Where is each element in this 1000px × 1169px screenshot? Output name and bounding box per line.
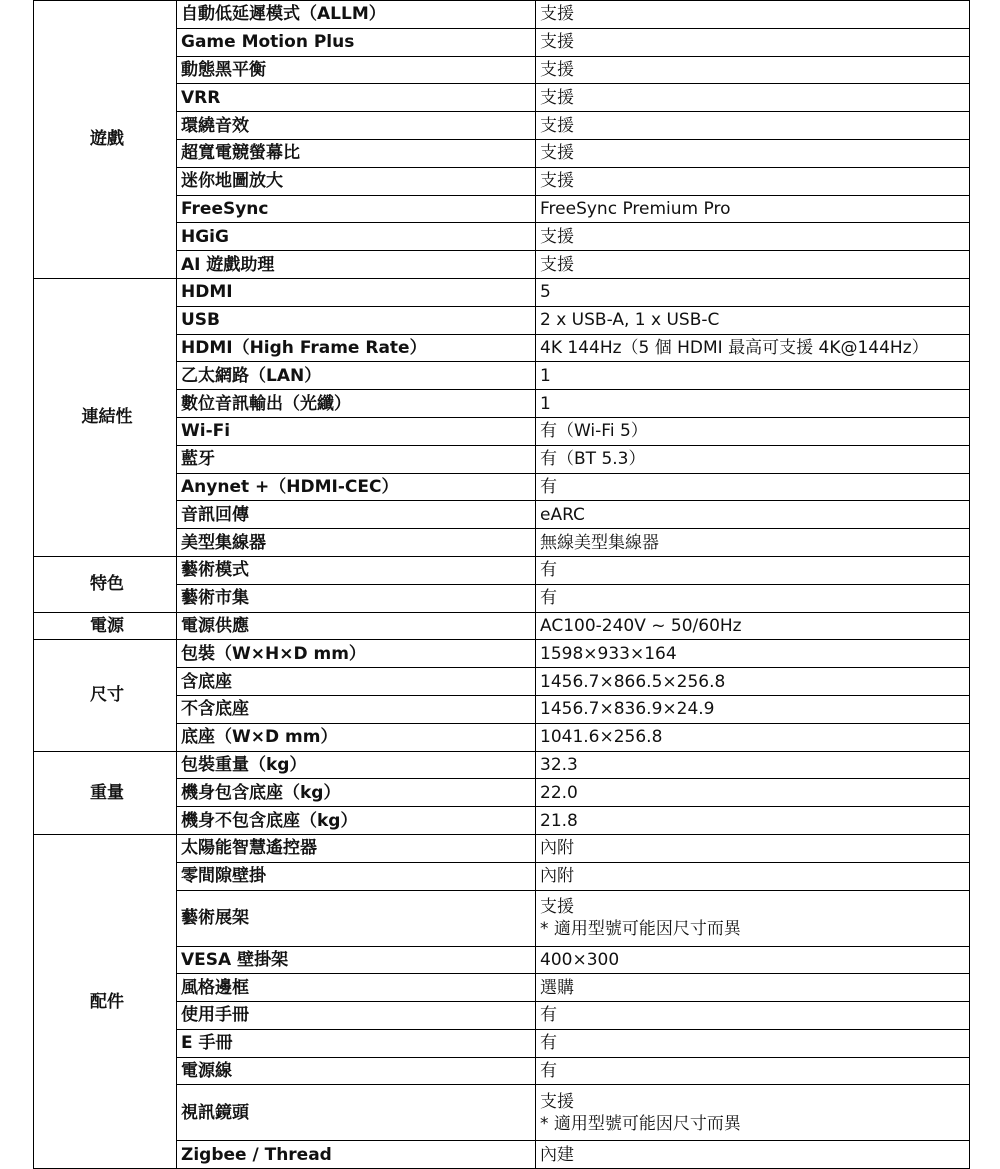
value-cell: eARC: [536, 501, 970, 529]
value-cell: 有: [536, 584, 970, 612]
feature-cell: 電源供應: [177, 612, 536, 640]
feature-cell: 使用手冊: [177, 1002, 536, 1030]
feature-cell: VESA 壁掛架: [177, 946, 536, 974]
value-cell: 22.0: [536, 779, 970, 807]
feature-cell: 零間隙壁掛: [177, 862, 536, 890]
value-cell: 內建: [536, 1141, 970, 1169]
value-cell: [536, 890, 970, 946]
feature-cell: HGiG: [177, 223, 536, 251]
value-cell: 有: [536, 556, 970, 584]
value-cell: 支援: [536, 28, 970, 56]
value-note: * 適用型號可能因尺寸而異: [540, 919, 741, 939]
value-cell: 無線美型集線器: [536, 529, 970, 557]
value-cell: 1598×933×164: [536, 640, 970, 668]
category-cell: 配件: [34, 834, 177, 1168]
feature-cell: FreeSync: [177, 195, 536, 223]
feature-cell: 風格邊框: [177, 974, 536, 1002]
value-cell: 內附: [536, 862, 970, 890]
value-cell: AC100-240V ~ 50/60Hz: [536, 612, 970, 640]
spec-row: [34, 640, 970, 668]
value-cell: 32.3: [536, 751, 970, 779]
feature-cell: 環繞音效: [177, 112, 536, 140]
spec-table-body: [34, 1, 970, 1169]
feature-cell: Zigbee / Thread: [177, 1141, 536, 1169]
spec-row: [34, 751, 970, 779]
feature-cell: Wi-Fi: [177, 417, 536, 445]
value-cell: 有: [536, 1029, 970, 1057]
feature-cell: 迷你地圖放大: [177, 167, 536, 195]
feature-cell: 藝術市集: [177, 584, 536, 612]
feature-cell: 超寬電競螢幕比: [177, 139, 536, 167]
value-cell: [536, 1085, 970, 1141]
feature-cell: 美型集線器: [177, 529, 536, 557]
feature-cell: 不含底座: [177, 695, 536, 723]
value-cell: 支援: [536, 167, 970, 195]
value-cell: 有: [536, 1057, 970, 1085]
value-cell: 內附: [536, 834, 970, 862]
feature-cell: 包裝重量（kg）: [177, 751, 536, 779]
feature-cell: 包裝（W×H×D mm）: [177, 640, 536, 668]
feature-cell: 含底座: [177, 668, 536, 696]
feature-cell: 音訊回傳: [177, 501, 536, 529]
value-cell: 4K 144Hz（5 個 HDMI 最高可支援 4K@144Hz）: [536, 334, 970, 362]
feature-cell: 動態黑平衡: [177, 56, 536, 84]
feature-cell: USB: [177, 306, 536, 334]
category-cell: 連結性: [34, 278, 177, 556]
category-cell: 特色: [34, 556, 177, 612]
value-cell: 支援: [536, 1, 970, 29]
value-cell: 有（Wi-Fi 5）: [536, 417, 970, 445]
spec-row: [34, 612, 970, 640]
value-cell: 2 x USB-A, 1 x USB-C: [536, 306, 970, 334]
spec-row: [34, 1, 970, 29]
feature-cell: Game Motion Plus: [177, 28, 536, 56]
feature-cell: 機身不包含底座（kg）: [177, 807, 536, 835]
value-cell: 選購: [536, 974, 970, 1002]
feature-cell: 視訊鏡頭: [177, 1085, 536, 1141]
value-cell: 支援: [536, 223, 970, 251]
spec-table: [33, 0, 970, 1169]
value-text: 支援: [540, 1091, 574, 1112]
feature-cell: HDMI: [177, 278, 536, 306]
value-cell: 支援: [536, 112, 970, 140]
category-cell: 電源: [34, 612, 177, 640]
value-cell: 400×300: [536, 946, 970, 974]
value-cell: 5: [536, 278, 970, 306]
value-cell: 21.8: [536, 807, 970, 835]
category-cell: 尺寸: [34, 640, 177, 751]
category-cell: 遊戲: [34, 1, 177, 279]
value-note: * 適用型號可能因尺寸而異: [540, 1113, 741, 1134]
value-cell: 1456.7×836.9×24.9: [536, 695, 970, 723]
value-cell: 有: [536, 1002, 970, 1030]
value-cell: 1456.7×866.5×256.8: [536, 668, 970, 696]
value-cell: 1: [536, 362, 970, 390]
feature-cell: 藝術展架: [177, 890, 536, 946]
spec-row: [34, 556, 970, 584]
feature-cell: 藝術模式: [177, 556, 536, 584]
value-cell: 有: [536, 473, 970, 501]
feature-cell: 藍牙: [177, 445, 536, 473]
value-cell: 1: [536, 390, 970, 418]
value-cell: 支援: [536, 139, 970, 167]
value-cell: 支援: [536, 251, 970, 279]
category-cell: 重量: [34, 751, 177, 834]
feature-cell: AI 遊戲助理: [177, 251, 536, 279]
feature-cell: 機身包含底座（kg）: [177, 779, 536, 807]
value-cell: 支援: [536, 84, 970, 112]
feature-cell: 自動低延遲模式（ALLM）: [177, 1, 536, 29]
feature-cell: VRR: [177, 84, 536, 112]
feature-cell: 數位音訊輸出（光纖）: [177, 390, 536, 418]
spec-row: [34, 278, 970, 306]
value-cell: 有（BT 5.3）: [536, 445, 970, 473]
feature-cell: 太陽能智慧遙控器: [177, 834, 536, 862]
feature-cell: 電源線: [177, 1057, 536, 1085]
feature-cell: HDMI（High Frame Rate）: [177, 334, 536, 362]
spec-row: [34, 834, 970, 862]
feature-cell: Anynet +（HDMI-CEC）: [177, 473, 536, 501]
value-cell: 支援: [536, 56, 970, 84]
value-cell: FreeSync Premium Pro: [536, 195, 970, 223]
value-cell: 1041.6×256.8: [536, 723, 970, 751]
feature-cell: E 手冊: [177, 1029, 536, 1057]
feature-cell: 底座（W×D mm）: [177, 723, 536, 751]
feature-cell: 乙太網路（LAN）: [177, 362, 536, 390]
value-text: 支援: [540, 897, 574, 917]
